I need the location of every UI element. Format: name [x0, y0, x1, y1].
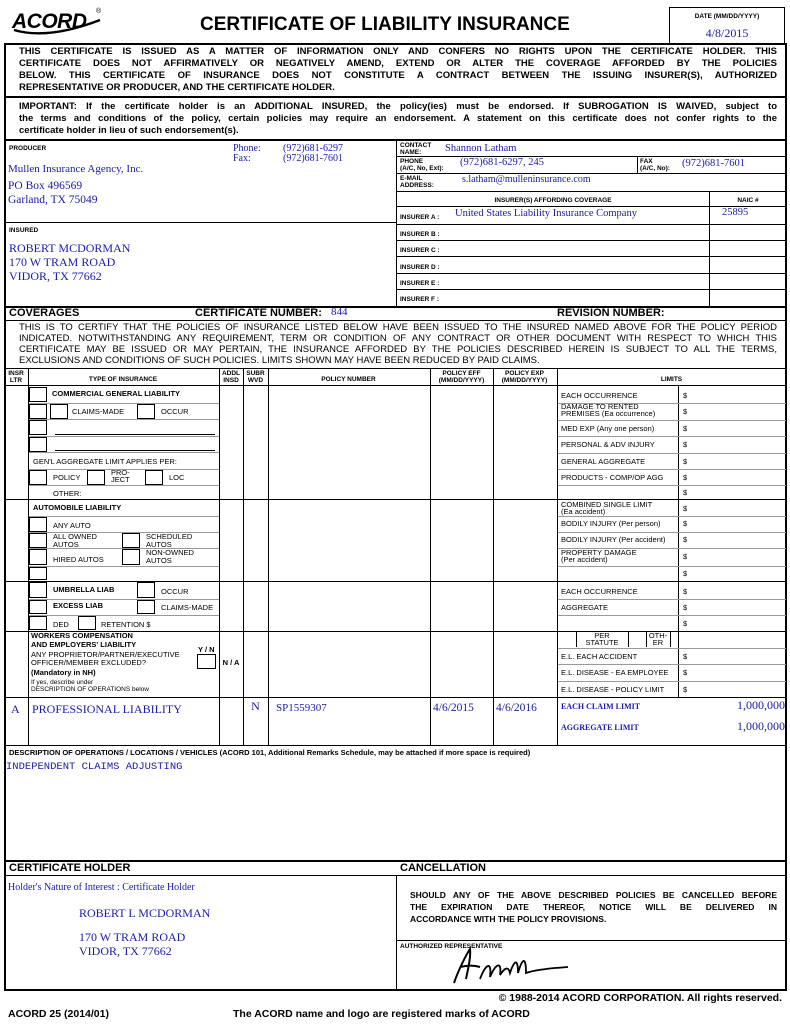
dollar-sign: $	[683, 407, 688, 416]
gl-checkbox[interactable]	[29, 387, 47, 402]
date-label: DATE (MM/DD/YYYY)	[694, 13, 760, 20]
col-addl-insd-2: INSD	[223, 377, 239, 384]
wc-per-statute-2: STATUTE	[585, 638, 619, 647]
gl-policy-checkbox[interactable]	[29, 470, 47, 485]
wc-question-3: (Mandatory in NH)	[31, 668, 96, 677]
certificate-number-label: CERTIFICATE NUMBER:	[195, 307, 322, 319]
dollar-sign: $	[683, 473, 688, 482]
auto-any-checkbox[interactable]	[29, 517, 47, 532]
auto-hired-checkbox[interactable]	[29, 549, 47, 565]
date-box	[669, 7, 785, 44]
col-policy-exp-2: (MM/DD/YYYY)	[501, 377, 548, 384]
auto-all-owned-label-2: AUTOS	[53, 540, 79, 549]
col-subr-wvd-2: WVD	[247, 377, 264, 384]
pro-policy-exp: 4/6/2016	[496, 702, 537, 714]
description-label: DESCRIPTION OF OPERATIONS / LOCATIONS / VEHICLES (ACORD 101, Additional Remarks Schedule, may be attached if more space is required)	[9, 748, 531, 757]
dollar-sign: $	[683, 424, 688, 433]
contact-phone: (972)681-6297, 245	[460, 157, 544, 168]
gl-row-checkbox[interactable]	[29, 404, 47, 419]
notice-line-4: REPRESENTATIVE OR PRODUCER, AND THE CERTIFICATE HOLDER.	[19, 82, 335, 93]
wc-limit-policy-limit: E.L. DISEASE - POLICY LIMIT	[561, 685, 665, 694]
gl-project-label-2: JECT	[111, 475, 130, 484]
dollar-sign: $	[683, 685, 688, 694]
naic-label: NAIC #	[737, 197, 759, 204]
gl-limit-med-exp: MED EXP (Any one person)	[561, 424, 655, 433]
producer-address-2: Garland, TX 75049	[8, 194, 98, 206]
col-addl-insd-1: ADDL	[221, 370, 241, 377]
insurers-header: INSURER(S) AFFORDING COVERAGE	[494, 197, 612, 204]
dollar-sign: $	[683, 668, 688, 677]
copyright-text: © 1988-2014 ACORD CORPORATION. All rights reserved.	[498, 992, 782, 1004]
signature-image	[440, 943, 580, 987]
holder-interest: Holder's Nature of Interest : Certificate Holder	[8, 882, 195, 893]
dollar-sign: $	[683, 519, 688, 528]
dollar-sign: $	[683, 391, 688, 400]
pro-policy-number: SP1559307	[276, 702, 327, 714]
pro-subr-wvd: N	[251, 699, 260, 713]
auto-limit-csl-1: COMBINED SINGLE LIMIT	[561, 500, 653, 509]
gl-project-checkbox[interactable]	[87, 470, 105, 485]
col-policy-number: POLICY NUMBER	[321, 376, 376, 383]
producer-phone: (972)681-6297	[283, 143, 343, 154]
producer-name: Mullen Insurance Agency, Inc.	[8, 163, 144, 175]
col-limits: LIMITS	[660, 376, 683, 383]
contact-fax-label-2: (A/C, No):	[640, 165, 670, 172]
umb-limit-aggregate: AGGREGATE	[561, 603, 608, 612]
wc-title-1: WORKERS COMPENSATION	[31, 631, 133, 640]
producer-label: PRODUCER	[9, 145, 47, 152]
gl-limit-personal-adv: PERSONAL & ADV INJURY	[561, 440, 655, 449]
gl-other-label: OTHER:	[53, 489, 82, 498]
gl-blank-checkbox-2[interactable]	[29, 437, 47, 452]
contact-name-label-1: CONTACT	[400, 142, 432, 149]
pro-limit-2-value: 1,000,000	[737, 719, 785, 733]
gl-occur-label: OCCUR	[161, 407, 189, 416]
umb-excess-label: EXCESS LIAB	[53, 601, 104, 610]
form-number: ACORD 25 (2014/01)	[8, 1008, 109, 1020]
dollar-sign: $	[683, 569, 688, 578]
dollar-sign: $	[683, 652, 688, 661]
insured-address-1: 170 W TRAM ROAD	[9, 255, 116, 269]
pro-limit-1-label: EACH CLAIM LIMIT	[561, 702, 641, 711]
document-title: CERTIFICATE OF LIABILITY INSURANCE	[200, 14, 570, 35]
dollar-sign: $	[683, 504, 688, 513]
umb-ded-checkbox[interactable]	[29, 616, 47, 630]
wc-other-2: ER	[652, 638, 664, 647]
umb-umbrella-checkbox[interactable]	[29, 582, 47, 598]
gl-limit-general-aggregate: GENERAL AGGREGATE	[561, 457, 646, 466]
wc-per-statute-1: PER	[594, 631, 610, 640]
contact-phone-label-2: (A/C, No, Ext):	[400, 165, 444, 172]
contact-email-label-2: ADDRESS:	[400, 182, 434, 189]
acord-logo	[8, 6, 104, 38]
umb-occur-checkbox[interactable]	[137, 582, 155, 598]
umb-umbrella-label: UMBRELLA LIAB	[53, 585, 115, 594]
cancellation-text-3: ACCORDANCE WITH THE POLICY PROVISIONS.	[410, 914, 607, 924]
gl-claims-made-checkbox[interactable]	[50, 404, 68, 419]
wc-question-4: If yes, describe under	[31, 679, 94, 686]
gl-policy-label: POLICY	[53, 473, 81, 482]
certificate-number: 844	[331, 306, 348, 318]
auto-scheduled-label-1: SCHEDULED	[146, 532, 193, 541]
wc-yn-label: Y / N	[198, 645, 215, 654]
auto-title: AUTOMOBILE LIABILITY	[33, 503, 122, 512]
notice-line-1: THIS CERTIFICATE IS ISSUED AS A MATTER OF INFORMATION ONLY AND CONFERS NO RIGHTS UPON THE CERTIFICATE HOLDER. THIS	[19, 46, 777, 57]
dollar-sign: $	[683, 603, 688, 612]
auto-hired-label: HIRED AUTOS	[53, 555, 104, 564]
auto-non-owned-label-2: AUTOS	[146, 556, 172, 565]
auto-non-owned-label-1: NON-OWNED	[146, 548, 194, 557]
pro-limit-1-value: 1,000,000	[737, 698, 785, 712]
insured-label: INSURED	[9, 227, 39, 234]
insurer-c-label: INSURER C :	[400, 247, 440, 254]
date-value: 4/8/2015	[705, 26, 749, 40]
umb-claims-made-label: CLAIMS-MADE	[161, 603, 214, 612]
description-value: INDEPENDENT CLAIMS ADJUSTING	[6, 761, 183, 773]
gl-limit-products: PRODUCTS - COMP/OP AGG	[561, 473, 664, 482]
wc-na-label: N / A	[222, 658, 240, 667]
authorized-representative-label: AUTHORIZED REPRESENTATIVE	[400, 943, 503, 950]
coverages-text-1: THIS IS TO CERTIFY THAT THE POLICIES OF INSURANCE LISTED BELOW HAVE BEEN ISSUED TO THE INSURED NAMED ABOVE FOR THE POLICY PERIOD	[19, 322, 777, 333]
umb-excess-checkbox[interactable]	[29, 600, 47, 614]
umb-claims-made-checkbox[interactable]	[137, 600, 155, 614]
col-type-of-insurance: TYPE OF INSURANCE	[88, 376, 158, 383]
insurer-f-label: INSURER F :	[400, 296, 439, 303]
notice-line-2: CERTIFICATE DOES NOT AFFIRMATIVELY OR NEGATIVELY AMEND, EXTEND OR ALTER THE COVERAGE AFFORDED BY THE POLICIES	[19, 58, 777, 69]
pro-limit-2-label: AGGREGATE LIMIT	[561, 723, 639, 732]
auto-limit-bi-accident: BODILY INJURY (Per accident)	[561, 535, 666, 544]
col-subr-wvd-1: SUBR	[246, 370, 265, 377]
contact-email: s.latham@mulleninsurance.com	[462, 174, 591, 185]
insurer-a-name: United States Liability Insurance Company	[455, 208, 637, 219]
producer-address-1: PO Box 496569	[8, 180, 83, 192]
gl-loc-checkbox[interactable]	[145, 470, 163, 485]
contact-phone-label-1: PHONE	[400, 158, 424, 165]
contact-fax-label-1: FAX	[640, 158, 653, 165]
pro-policy-eff: 4/6/2015	[433, 702, 474, 714]
col-policy-exp-1: POLICY EXP	[505, 370, 544, 377]
coverages-text-2: INDICATED. NOTWITHSTANDING ANY REQUIREMENT, TERM OR CONDITION OF ANY CONTRACT OR OTHER DOCUMENT WITH RESPECT TO WHICH THIS	[19, 333, 777, 344]
producer-phone-label: Phone:	[233, 143, 261, 154]
auto-limit-pd-1: PROPERTY DAMAGE	[561, 548, 637, 557]
gl-title: COMMERCIAL GENERAL LIABILITY	[52, 389, 181, 398]
pro-type: PROFESSIONAL LIABILITY	[32, 702, 182, 716]
wc-title-2: AND EMPLOYERS' LIABILITY	[31, 640, 137, 649]
auto-non-owned-checkbox[interactable]	[122, 549, 140, 565]
holder-address-1: 170 W TRAM ROAD	[79, 930, 186, 944]
col-policy-eff-2: (MM/DD/YYYY)	[438, 377, 485, 384]
cancellation-text-1: SHOULD ANY OF THE ABOVE DESCRIBED POLICIES BE CANCELLED BEFORE	[410, 890, 777, 900]
revision-number-label: REVISION NUMBER:	[557, 307, 665, 319]
dollar-sign: $	[683, 440, 688, 449]
gl-limit-each-occurrence: EACH OCCURRENCE	[561, 391, 638, 400]
gl-loc-label: LOC	[169, 473, 185, 482]
insurer-b-label: INSURER B :	[400, 231, 440, 238]
auto-all-owned-label-1: ALL OWNED	[53, 532, 97, 541]
contact-name-label-2: NAME:	[400, 149, 422, 156]
gl-blank-checkbox-1[interactable]	[29, 420, 47, 435]
coverages-text-4: EXCLUSIONS AND CONDITIONS OF SUCH POLICIES. LIMITS SHOWN MAY HAVE BEEN REDUCED BY PAID CLAIMS.	[19, 355, 540, 366]
dollar-sign: $	[683, 619, 688, 628]
umb-ded-label: DED	[53, 620, 69, 629]
dollar-sign: $	[683, 552, 688, 561]
auto-scheduled-checkbox[interactable]	[122, 533, 140, 548]
wc-question-1: ANY PROPRIETOR/PARTNER/EXECUTIVE	[31, 650, 180, 659]
col-policy-eff-1: POLICY EFF	[442, 370, 481, 377]
gl-project-label-1: PRO-	[111, 468, 130, 477]
auto-limit-bi-person: BODILY INJURY (Per person)	[561, 519, 661, 528]
trademark-text: The ACORD name and logo are registered marks of ACORD	[233, 1008, 530, 1020]
col-insr-ltr-2: LTR	[9, 377, 23, 384]
wc-question-5: DESCRIPTION OF OPERATIONS below	[31, 686, 149, 693]
col-insr-ltr-1: INSR	[8, 370, 24, 377]
notice-line-3: BELOW. THIS CERTIFICATE OF INSURANCE DOES NOT CONSTITUTE A CONTRACT BETWEEN THE ISSUING INSURER(S), AUTHORIZED	[19, 70, 777, 81]
auto-all-owned-checkbox[interactable]	[29, 533, 47, 548]
dollar-sign: $	[683, 587, 688, 596]
insurer-d-label: INSURER D :	[400, 264, 440, 271]
wc-other-1: OTH-	[648, 631, 668, 640]
auto-scheduled-label-2: AUTOS	[146, 540, 172, 549]
gl-claims-made-label: CLAIMS-MADE	[72, 407, 125, 416]
holder-address-2: VIDOR, TX 77662	[79, 944, 172, 958]
wc-excluded-checkbox[interactable]	[197, 654, 216, 669]
important-line-1: IMPORTANT: If the certificate holder is an ADDITIONAL INSURED, the policy(ies) must be endorsed. If SUBROGATION IS WAIVED, subject to	[19, 101, 777, 112]
insured-name: ROBERT MCDORMAN	[9, 241, 131, 255]
registered-icon: ®	[96, 8, 102, 15]
contact-email-label-1: E-MAIL	[400, 175, 423, 182]
acord-logo-text: ACORD	[12, 10, 87, 33]
certificate-holder-label: CERTIFICATE HOLDER	[9, 862, 131, 874]
wc-limit-each-accident: E.L. EACH ACCIDENT	[561, 652, 638, 661]
insurer-e-label: INSURER E :	[400, 280, 440, 287]
coverages-label: COVERAGES	[9, 307, 80, 319]
gl-aggregate-applies-label: GEN'L AGGREGATE LIMIT APPLIES PER:	[33, 457, 177, 466]
auto-any-label: ANY AUTO	[53, 521, 91, 530]
cancellation-text-2: THE EXPIRATION DATE THEREOF, NOTICE WILL BE DELIVERED IN	[410, 902, 777, 912]
producer-fax-label: Fax:	[233, 153, 251, 164]
insured-address-2: VIDOR, TX 77662	[9, 269, 102, 283]
cancellation-label: CANCELLATION	[400, 862, 486, 874]
dollar-sign: $	[683, 535, 688, 544]
wc-limit-ea-employee: E.L. DISEASE - EA EMPLOYEE	[561, 668, 669, 677]
wc-question-2: OFFICER/MEMBER EXCLUDED?	[31, 658, 147, 667]
pro-insurer-letter: A	[11, 702, 20, 716]
gl-limit-damage-rented-2: PREMISES (Ea occurrence)	[561, 409, 656, 418]
gl-limit-damage-rented-1: DAMAGE TO RENTED	[561, 402, 639, 411]
umb-limit-each-occurrence: EACH OCCURRENCE	[561, 587, 638, 596]
gl-occur-checkbox[interactable]	[137, 404, 155, 419]
insurer-a-naic: 25895	[722, 207, 749, 218]
holder-name: ROBERT L MCDORMAN	[79, 906, 211, 920]
important-line-2: the terms and conditions of the policy, certain policies may require an endorsement. A statement on this certificate does not confer rights to the	[19, 113, 777, 124]
auto-limit-csl-2: (Ea accident)	[561, 507, 606, 516]
auto-blank-checkbox[interactable]	[29, 567, 47, 580]
dollar-sign: $	[683, 488, 688, 497]
umb-retention-checkbox[interactable]	[78, 616, 96, 630]
coverages-text-3: CERTIFICATE MAY BE ISSUED OR MAY PERTAIN, THE INSURANCE AFFORDED BY THE POLICIES DESCRIBED HEREIN IS SUBJECT TO ALL THE TERMS,	[19, 344, 777, 355]
contact-name: Shannon Latham	[445, 143, 517, 154]
contact-fax: (972)681-7601	[682, 158, 745, 169]
umb-occur-label: OCCUR	[161, 587, 189, 596]
umb-retention-label: RETENTION $	[101, 620, 151, 629]
insurer-a-label: INSURER A :	[400, 214, 440, 221]
producer-fax: (972)681-7601	[283, 153, 343, 164]
dollar-sign: $	[683, 457, 688, 466]
important-line-3: certificate holder in lieu of such endorsement(s).	[19, 125, 239, 136]
auto-limit-pd-2: (Per accident)	[561, 555, 608, 564]
